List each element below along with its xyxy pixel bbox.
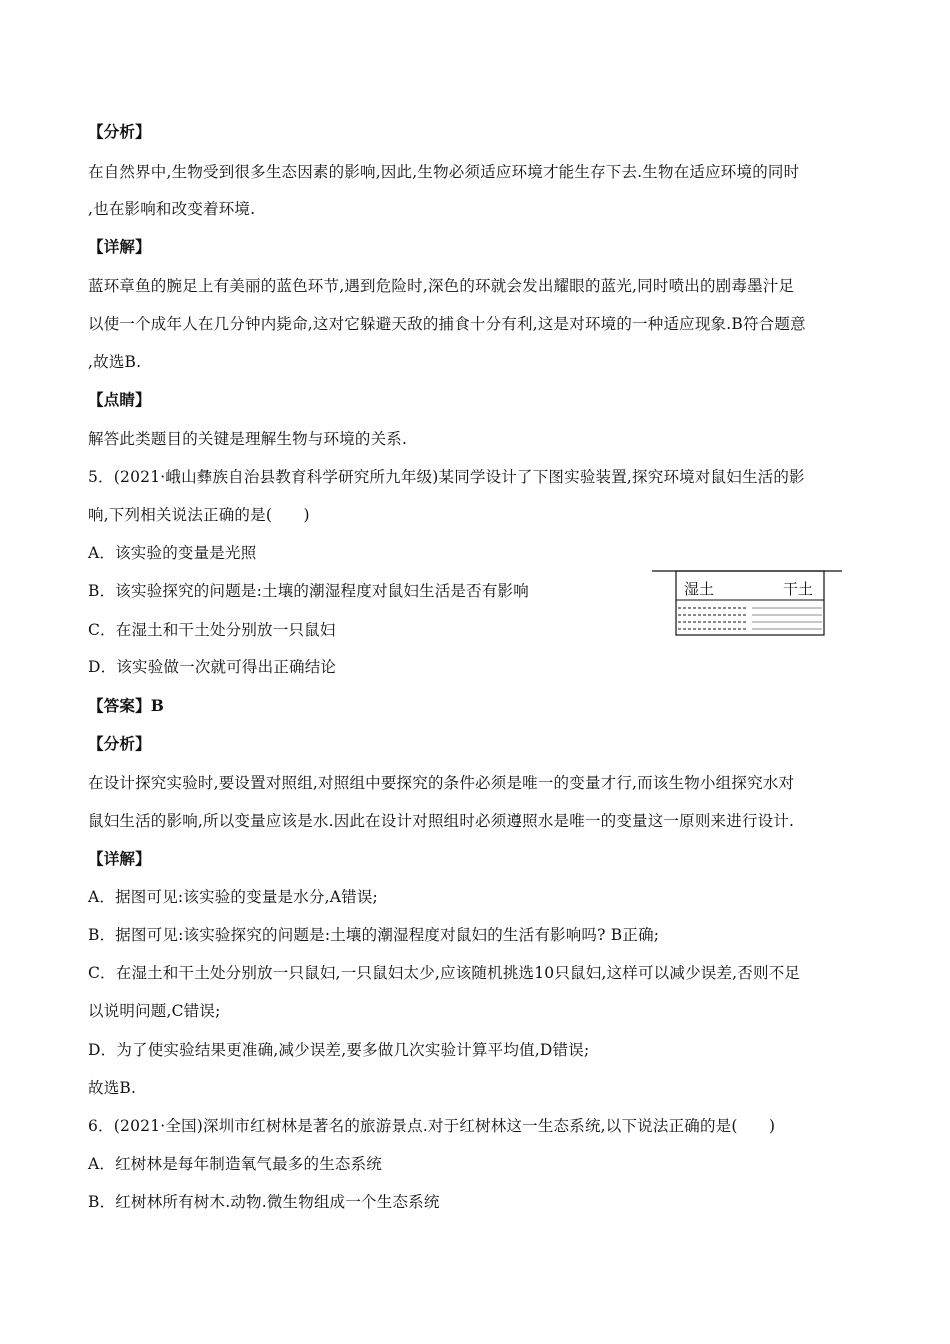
section-heading-detail: 【详解】 [88,237,151,256]
experiment-diagram [652,568,842,638]
section-heading-analysis: 【分析】 [88,734,151,753]
section-heading-analysis: 【分析】 [88,122,151,141]
question-5-stem: 5．(2021·峨山彝族自治县教育科学研究所九年级)某同学设计了下图实验装置,探究环境对鼠妇生活的影 [88,468,805,486]
text-line: 鼠妇生活的影响,所以变量应该是水.因此在设计对照组时必须遵照水是唯一的变量这一原则来进行设计. [88,812,795,830]
wet-soil-label: 湿土 [684,580,715,598]
question-5-option-c: C．在湿土和干土处分别放一只鼠妇 [88,621,336,639]
text-line: ,故选B. [88,353,142,371]
text-line: C．在湿土和干土处分别放一只鼠妇,一只鼠妇太少,应该随机挑选10只鼠妇,这样可以减少误差,否则不足 [88,964,801,982]
text-line: 在自然界中,生物受到很多生态因素的影响,因此,生物必须适应环境才能生存下去.生物在适应环境的同时 [88,163,800,181]
wet-soil-dashes [678,608,748,629]
dry-soil-label: 干土 [783,580,814,598]
question-5-option-b: B．该实验探究的问题是:土壤的潮湿程度对鼠妇生活是否有影响 [88,582,529,600]
dry-soil-lines [752,608,822,629]
text-line: A．据图可见:该实验的变量是水分,A错误; [88,888,378,906]
section-heading-detail: 【详解】 [88,849,151,868]
text-line: 以说明问题,C错误; [88,1002,221,1020]
text-line: 以使一个成年人在几分钟内毙命,这对它躲避天敌的捕食十分有利,这是对环境的一种适应现象.B符合题意 [88,315,806,333]
text-line: D．为了使实验结果更准确,减少误差,要多做几次实验计算平均值,D错误; [88,1041,590,1059]
text-line: 故选B. [88,1079,137,1097]
text-line: 蓝环章鱼的腕足上有美丽的蓝色环节,遇到危险时,深色的环就会发出耀眼的蓝光,同时喷出的剧毒墨汁足 [88,277,795,295]
question-6-option-a: A．红树林是每年制造氧气最多的生态系统 [88,1155,382,1173]
question-6-option-b: B．红树林所有树木.动物.微生物组成一个生态系统 [88,1193,440,1211]
text-line: B．据图可见:该实验探究的问题是:土壤的潮湿程度对鼠妇的生活有影响吗? B正确; [88,926,660,944]
text-line: 解答此类题目的关键是理解生物与环境的关系. [88,430,408,448]
question-6-stem: 6．(2021·全国)深圳市红树林是著名的旅游景点.对于红树林这一生态系统,以下说法正确的是( ) [88,1117,776,1135]
experiment-box-svg [652,568,842,638]
section-heading-tip: 【点睛】 [88,390,151,409]
text-line: 在设计探究实验时,要设置对照组,对照组中要探究的条件必须是唯一的变量才行,而该生物小组探究水对 [88,774,795,792]
answer-label: 【答案】B [88,696,165,715]
text-line: ,也在影响和改变着环境. [88,200,256,218]
question-5-option-a: A．该实验的变量是光照 [88,544,257,562]
question-5-option-d: D．该实验做一次就可得出正确结论 [88,658,337,676]
question-5-stem: 响,下列相关说法正确的是( ) [88,506,310,524]
